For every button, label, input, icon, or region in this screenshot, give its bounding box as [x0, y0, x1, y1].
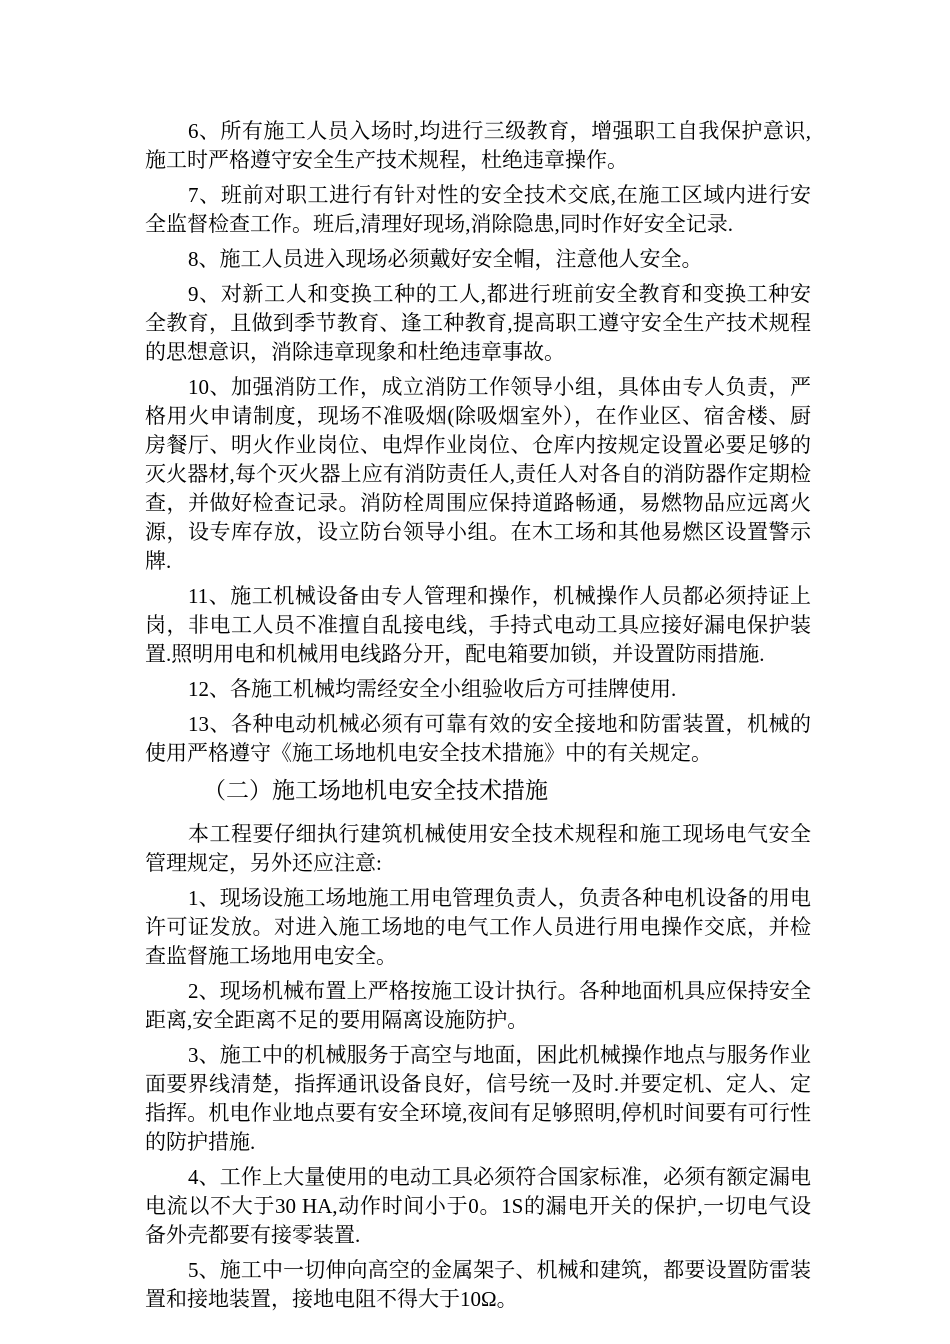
- measure-item-5: 5、施工中一切伸向高空的金属架子、机械和建筑，都要设置防雷装置和接地装置，接地电阻不得大于10Ω。: [145, 1258, 811, 1311]
- paragraph-item-6: 6、所有施工人员入场时,均进行三级教育，增强职工自我保护意识,施工时严格遵守安全生产技术规程，杜绝违章操作。: [145, 119, 811, 172]
- paragraph-item-7: 7、班前对职工进行有针对性的安全技术交底,在施工区域内进行安全监督检查工作。班后,清理好现场,消除隐患,同时作好安全记录.: [145, 183, 811, 236]
- measure-item-4: 4、工作上大量使用的电动工具必须符合国家标准，必须有额定漏电电流以不大于30 HA,动作时间小于0。1S的漏电开关的保护,一切电气设备外壳都要有接零装置.: [145, 1165, 811, 1247]
- measure-item-2: 2、现场机械布置上严格按施工设计执行。各种地面机具应保持安全距离,安全距离不足的要用隔离设施防护。: [145, 979, 811, 1032]
- paragraph-item-12: 12、各施工机械均需经安全小组验收后方可挂牌使用.: [188, 677, 677, 701]
- measure-item-1: 1、现场设施工场地施工用电管理负责人，负责各种电机设备的用电许可证发放。对进入施工场地的电气工作人员进行用电操作交底，并检查监督施工场地用电安全。: [145, 886, 811, 968]
- paragraph-item-8: 8、施工人员进入现场必须戴好安全帽，注意他人安全。: [188, 247, 703, 271]
- paragraph-item-11: 11、施工机械设备由专人管理和操作，机械操作人员都必须持证上岗，非电工人员不准擅自乱接电线，手持式电动工具应接好漏电保护装置.照明用电和机械用电线路分开，配电箱要加锁，并设置防雨措施.: [145, 584, 811, 666]
- section-heading: （二）施工场地机电安全技术措施: [203, 778, 548, 804]
- paragraph-item-9: 9、对新工人和变换工种的工人,都进行班前安全教育和变换工种安全教育，且做到季节教育、逢工种教育,提高职工遵守安全生产技术规程的思想意识，消除违章现象和杜绝违章事故。: [145, 282, 811, 364]
- paragraph-item-10: 10、加强消防工作，成立消防工作领导小组，具体由专人负责，严格用火申请制度，现场不准吸烟(除吸烟室外），在作业区、宿舍楼、厨房餐厅、明火作业岗位、电焊作业岗位、仓库内按规定设置必要足够的灭火器材,每个灭火器上应有消防责任人,责任人对各自的消防器作定期检查，并做好检查记录。消防栓周围应保持道路畅通，易燃物品应远离火源，设专库存放，设立防台领导小组。在木工场和其他易燃区设置警示牌.: [145, 375, 811, 573]
- paragraph-item-13: 13、各种电动机械必须有可靠有效的安全接地和防雷装置，机械的使用严格遵守《施工场地机电安全技术措施》中的有关规定。: [145, 712, 811, 765]
- document-body: [145, 117, 811, 1320]
- section-intro-paragraph: 本工程要仔细执行建筑机械使用安全技术规程和施工现场电气安全管理规定，另外还应注意:: [145, 822, 811, 875]
- measure-item-3: 3、施工中的机械服务于高空与地面，困此机械操作地点与服务作业面要界线清楚，指挥通讯设备良好，信号统一及时.并要定机、定人、定指挥。机电作业地点要有安全环境,夜间有足够照明,停机时间要有可行性的防护措施.: [145, 1043, 811, 1154]
